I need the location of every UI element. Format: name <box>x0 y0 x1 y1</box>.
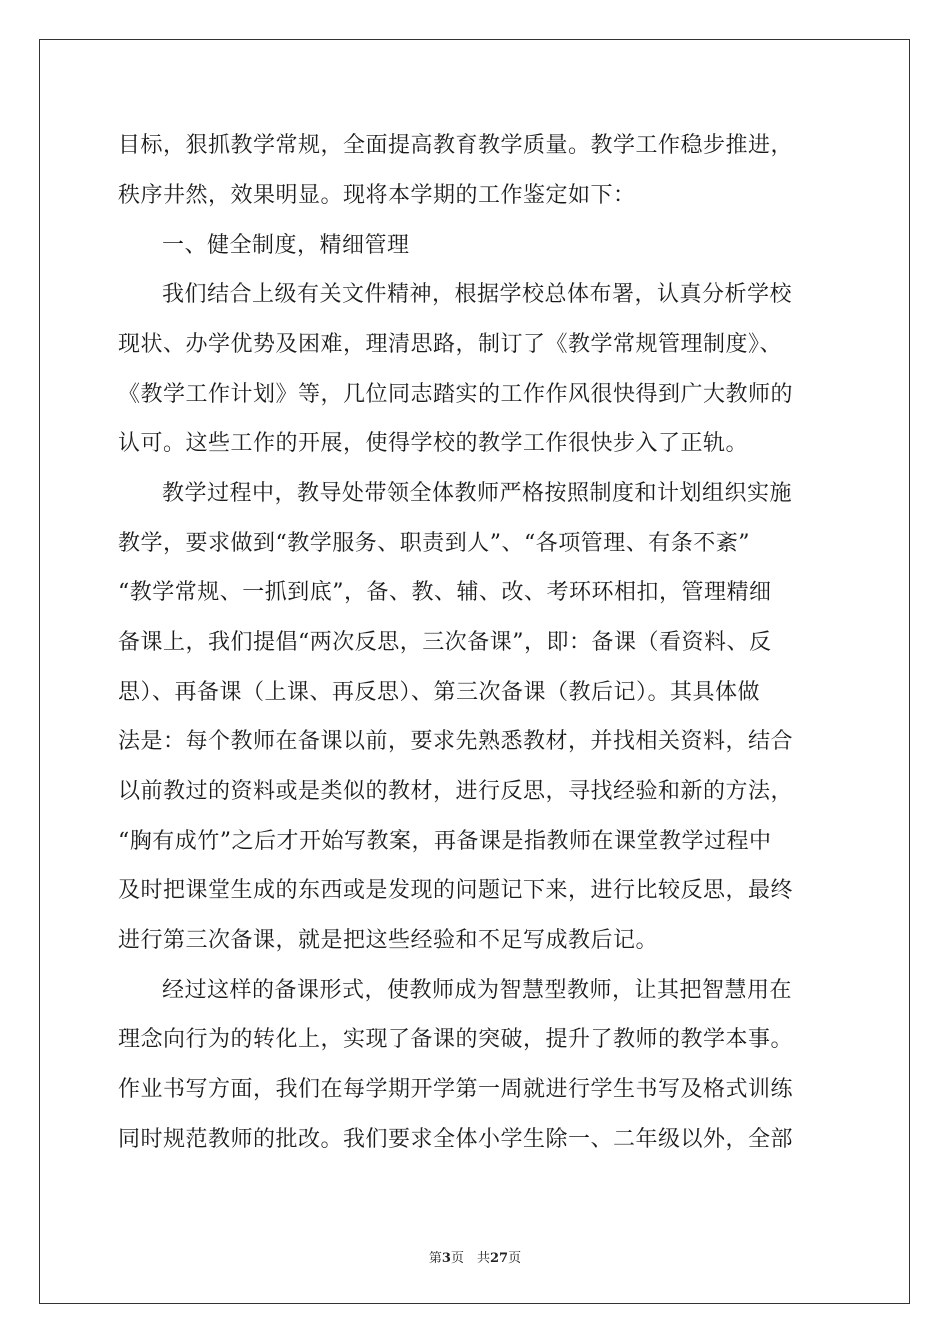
page-current: 3 <box>441 1251 451 1266</box>
text-line: 进行第三次备课，就是把这些经验和不足写成教后记。 <box>118 928 659 953</box>
text-line: 及时把课堂生成的东西或是发现的问题记下来，进行比较反思，最终 <box>118 878 794 903</box>
text-line: 教学，要求做到“教学服务、职责到人”、“各项管理、有条不紊” <box>118 531 750 556</box>
text-line: 教学过程中，教导处带领全体教师严格按照制度和计划组织实施 <box>162 481 793 506</box>
text-line: 《教学工作计划》等，几位同志踏实的工作作风很快得到广大教师的 <box>118 382 794 407</box>
text-line: “胸有成竹”之后才开始写教案，再备课是指教师在课堂教学过程中 <box>118 829 772 854</box>
text-line: 思）、再备课（上课、再反思）、第三次备课（教后记）。其具体做 <box>118 680 761 705</box>
text-line: 目标，狠抓教学常规，全面提高教育教学质量。教学工作稳步推进， <box>118 133 794 158</box>
page-total: 27 <box>489 1251 509 1266</box>
text-line: 现状、办学优势及困难，理清思路，制订了《教学常规管理制度》、 <box>118 332 783 357</box>
text-line: 同时规范教师的批改。我们要求全体小学生除一、二年级以外，全部 <box>118 1127 794 1152</box>
page-footer <box>0 1247 950 1266</box>
text-line: 备课上，我们提倡“两次反思，三次备课”，即：备课（看资料、反 <box>118 630 772 655</box>
page-suffix: 页 <box>508 1251 522 1266</box>
text-line: 以前教过的资料或是类似的教材，进行反思，寻找经验和新的方法， <box>118 779 794 804</box>
page-mid: 页 共 <box>450 1251 490 1266</box>
text-line: 经过这样的备课形式，使教师成为智慧型教师，让其把智慧用在 <box>162 978 793 1003</box>
text-line: “教学常规、一抓到底”，备、教、辅、改、考环环相扣，管理精细 <box>118 580 772 605</box>
text-line: 我们结合上级有关文件精神，根据学校总体布署，认真分析学校 <box>162 282 793 307</box>
text-line: 作业书写方面，我们在每学期开学第一周就进行学生书写及格式训练 <box>118 1077 794 1102</box>
page-frame <box>39 39 910 1304</box>
text-line: 理念向行为的转化上，实现了备课的突破，提升了教师的教学本事。 <box>118 1027 794 1052</box>
text-line: 秩序井然，效果明显。现将本学期的工作鉴定如下： <box>118 183 636 208</box>
section-heading: 一、健全制度，精细管理 <box>162 233 410 258</box>
text-line: 法是：每个教师在备课以前，要求先熟悉教材，并找相关资料，结合 <box>118 729 794 754</box>
text-line: 认可。这些工作的开展，使得学校的教学工作很快步入了正轨。 <box>118 431 749 456</box>
page-prefix: 第 <box>428 1251 442 1266</box>
